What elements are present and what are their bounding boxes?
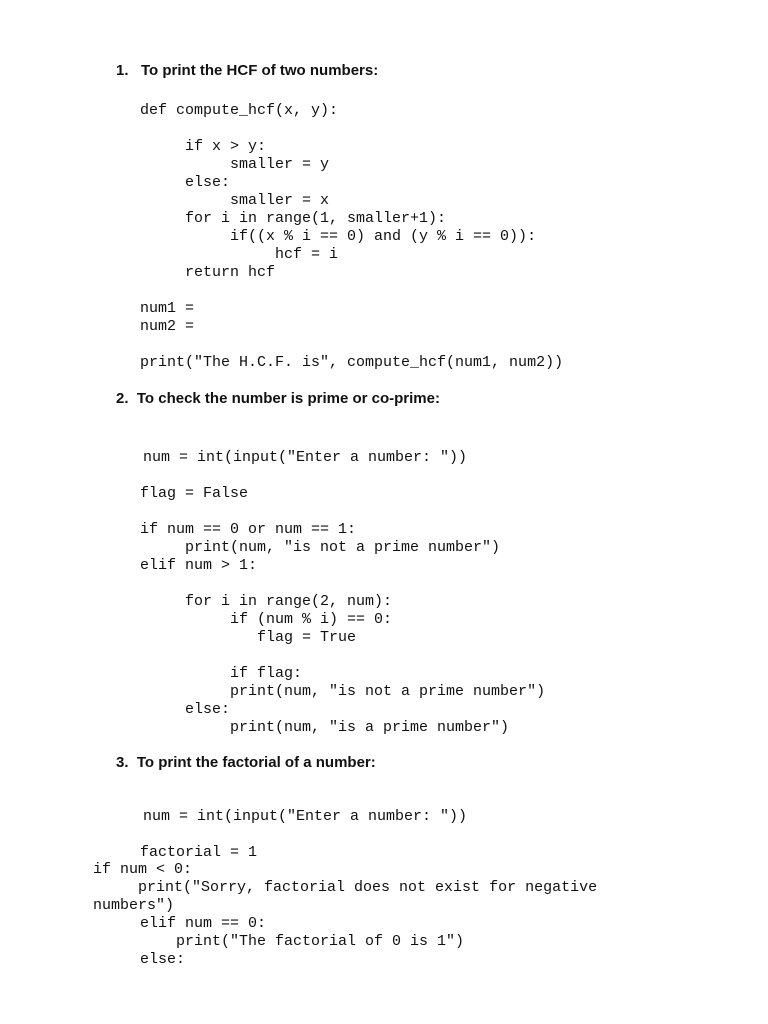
section-3-code-line-5: print("Sorry, factorial does not exist for negative (93, 879, 598, 896)
section-3-code-line-6: numbers") (93, 897, 175, 914)
section-3-code-line-8: print("The factorial of 0 is 1") (140, 933, 465, 950)
section-1-code: def compute_hcf(x, y): if x > y: smaller = y else: smaller = x for i in range(1, smaller+1): if((x % i == 0) and (y % i == 0)): hcf = i return hcf num1 = num2 = print("The H.C.F. is", compute_hcf(num1, num2)) (140, 102, 564, 371)
section-3-code-line-4: if num < 0: (93, 861, 193, 878)
section-1-heading: 1. To print the HCF of two numbers: (116, 62, 379, 79)
section-3-heading: 3. To print the factorial of a number: (116, 754, 376, 771)
section-3-code-line-1: num = int(input("Enter a number: ")) (143, 808, 468, 825)
section-2-code-line-1: num = int(input("Enter a number: ")) (143, 449, 468, 466)
section-3-code-line-7: elif num == 0: (140, 915, 267, 932)
section-3-code-line-9: else: (140, 951, 186, 968)
section-2-heading: 2. To check the number is prime or co-prime: (116, 390, 440, 407)
section-3-code-line-3: factorial = 1 (140, 844, 258, 861)
section-2-code-rest: flag = False if num == 0 or num == 1: print(num, "is not a prime number") elif num > 1: for i in range(2, num): if (num % i) == 0: flag = True if flag: print(num, "is not a prime number") else: print(num, "is a prime number") (140, 485, 546, 736)
